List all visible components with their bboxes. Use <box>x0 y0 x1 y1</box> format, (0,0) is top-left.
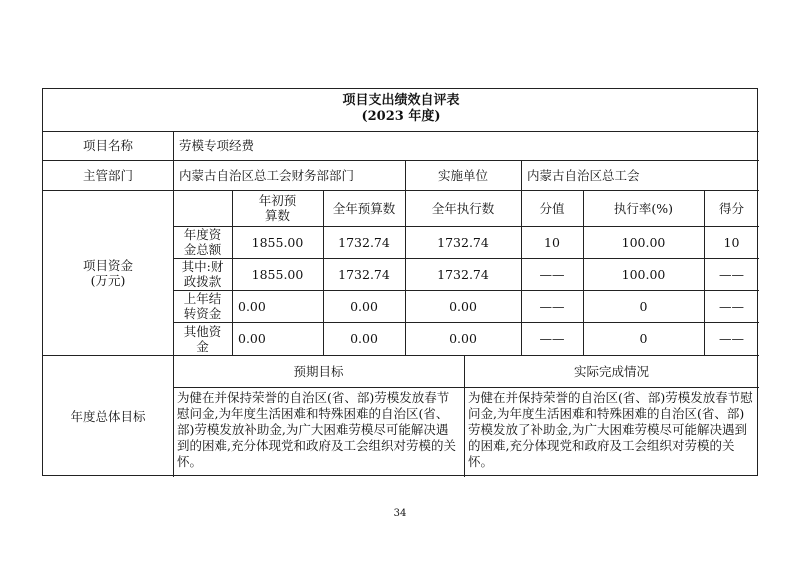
fund-row-initial: 1855.00 <box>251 234 304 250</box>
funds-label-line-2: (万元) <box>90 272 126 288</box>
annual-goals-label: 年度总体目标 <box>70 408 146 424</box>
grid-line <box>173 387 759 388</box>
header-initial-budget: 年初预 算数 <box>258 193 297 223</box>
fund-row-initial: 0.00 <box>238 298 266 314</box>
table-title <box>43 93 759 125</box>
fund-row-score-value: 10 <box>544 234 560 250</box>
fund-row-executed: 0.00 <box>449 298 477 314</box>
fund-row-budget: 0.00 <box>350 298 378 314</box>
fund-row-score-value: —— <box>539 298 565 314</box>
fund-row-score-value: —— <box>539 266 565 282</box>
fund-row-score: 10 <box>723 234 740 250</box>
fund-row-initial: 1855.00 <box>251 266 304 282</box>
title-line-2: (2023 年度) <box>361 109 441 124</box>
title-line-1: 项目支出绩效自评表 <box>342 93 460 108</box>
fund-row-initial: 0.00 <box>238 331 266 346</box>
fund-row-rate: 0 <box>639 331 648 346</box>
fund-row-name: 年度资 金总额 <box>183 227 222 257</box>
fund-row-budget: 1732.74 <box>338 234 390 250</box>
fund-row-rate: 100.00 <box>621 234 666 250</box>
project-name-label: 项目名称 <box>82 138 133 153</box>
fund-row-name: 其他资 金 <box>183 323 222 354</box>
fund-row-score: —— <box>719 331 744 346</box>
fund-row-rate: 100.00 <box>621 266 666 282</box>
fund-row-score: —— <box>719 266 744 282</box>
fund-row-name: 其中:财 政拨款 <box>181 259 224 289</box>
header-execution-rate: 执行率(%) <box>613 200 674 216</box>
actual-result-text: 为健在并保持荣誉的自治区(省、部)劳模发放春节慰问金,为年度生活困难和特殊困难的自治区(省、部)劳模发放了补助金,为广大困难劳模尽可能解决遇到的困难,充分体现党和政府及工会组织对劳模的关怀。 <box>468 390 753 469</box>
supervisor-value: 内蒙古自治区总工会财务部部门 <box>179 167 355 183</box>
fund-row-budget: 0.00 <box>350 331 378 346</box>
supervisor-label: 主管部门 <box>82 167 133 183</box>
header-score-value: 分值 <box>539 200 565 216</box>
page-number: 34 <box>393 508 407 519</box>
fund-row-name: 上年结 转资金 <box>183 291 222 321</box>
evaluation-table <box>42 88 758 476</box>
actual-result-header: 实际完成情况 <box>573 363 649 379</box>
implementer-label: 实施单位 <box>437 167 488 183</box>
fund-row-score: —— <box>719 298 744 314</box>
project-name-value: 劳模专项经费 <box>179 138 255 153</box>
implementer-value: 内蒙古自治区总工会 <box>527 167 640 183</box>
expected-goal-text: 为健在并保持荣誉的自治区(省、部)劳模发放春节慰问金,为年度生活困难和特殊困难的自治区(省、部)劳模发放补助金,为广大困难劳模尽可能解决遇到的困难,充分体现党和政府及工会组织对劳模的关怀。 <box>177 390 456 469</box>
fund-row-rate: 0 <box>639 298 648 314</box>
expected-goal-header: 预期目标 <box>293 363 344 379</box>
funds-label-line-1: 项目资金 <box>82 257 133 273</box>
fund-row-executed: 0.00 <box>449 331 477 346</box>
header-annual-executed: 全年执行数 <box>431 200 495 216</box>
fund-row-executed: 1732.74 <box>437 234 489 250</box>
fund-row-budget: 1732.74 <box>338 266 390 282</box>
fund-row-score-value: —— <box>539 331 565 346</box>
funds-label <box>43 190 173 355</box>
fund-row-executed: 1732.74 <box>437 266 489 282</box>
header-annual-budget: 全年预算数 <box>332 200 396 216</box>
header-score: 得分 <box>718 200 744 216</box>
